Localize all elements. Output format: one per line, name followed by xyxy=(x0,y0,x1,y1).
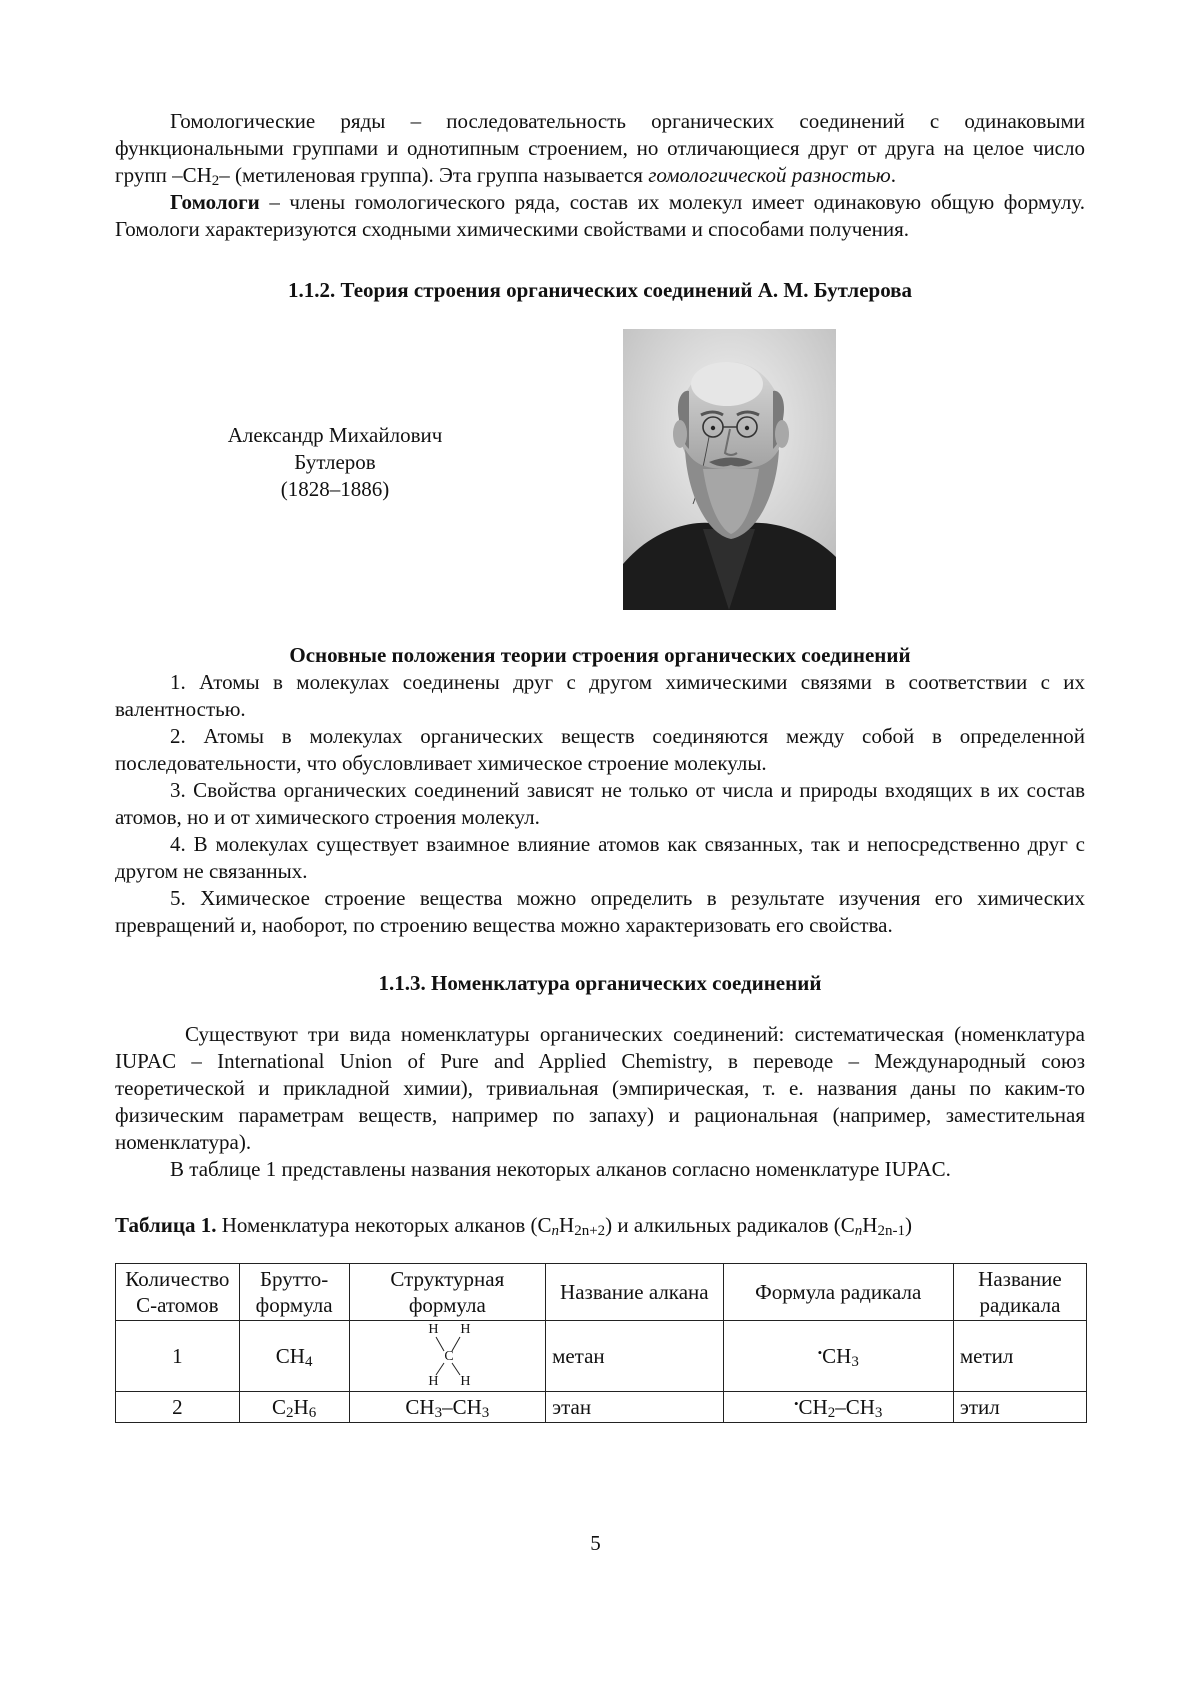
theory-heading: Основные положения теории строения органических соединений xyxy=(289,643,911,667)
header-brutto-formula: Брутто-формула xyxy=(239,1264,349,1321)
header-radical-formula: Формула радикала xyxy=(723,1264,953,1321)
biography-block xyxy=(115,329,1085,611)
atom-h: H xyxy=(460,1374,471,1389)
atom-h: H xyxy=(460,1322,471,1337)
cell-structure xyxy=(349,1321,546,1392)
table-row-methane xyxy=(116,1321,1087,1392)
page-content xyxy=(115,108,1085,1423)
cell-brutto: $CH_4$ xyxy=(239,1321,349,1392)
table-header-row xyxy=(116,1264,1087,1321)
intro-paragraph-1: Гомологические ряды – последовательность органических соединений с одинаковыми функциональными группами и однотипным строением, но отличающиеся друг от друга на целое число групп $-CH_2-$ (метиленовая группа). Эта группа называется гомологической разностью. xyxy=(115,109,1085,189)
cell-count: 1 xyxy=(116,1321,240,1392)
intro-paragraph-2: Гомологи – члены гомологического ряда, состав их молекул имеет одинаковую общую формулу. Гомологи характеризуются сходными химическими свойствами и способами получения. xyxy=(115,190,1085,241)
header-structural-formula: Структурная формула xyxy=(349,1264,546,1321)
bold-term: Гомологи xyxy=(170,190,260,214)
cell-radical-formula: $^•CH_2-CH_3$ xyxy=(723,1392,953,1423)
cell-alkane-name: этан xyxy=(546,1392,723,1423)
alkane-table xyxy=(115,1263,1087,1423)
header-alkane-name: Название алкана xyxy=(546,1264,723,1321)
theory-point-4: 4. В молекулах существует взаимное влияние атомов как связанных, так и непосредственно друг с другом не связанных. xyxy=(115,832,1085,883)
cell-radical-name: этил xyxy=(953,1392,1086,1423)
portrait-photo xyxy=(623,329,836,610)
theory-point-5: 5. Химическое строение вещества можно определить в результате изучения его химических превращений и, наоборот, по строению вещества можно характеризовать его свойства. xyxy=(115,886,1085,937)
atom-c: C xyxy=(444,1349,454,1364)
portrait-caption xyxy=(195,422,475,503)
theory-point-2: 2. Атомы в молекулах органических веществ соединяются между собой в определенной последовательности, что обусловливает химическое строение молекулы. xyxy=(115,724,1085,775)
atom-h: H xyxy=(428,1322,439,1337)
italic-term: гомологической разностью xyxy=(648,163,891,187)
cell-radical-name: метил xyxy=(953,1321,1086,1392)
section-heading-112: 1.1.2. Теория строения органических соединений А. М. Бутлерова xyxy=(287,278,913,302)
page-number: 5 xyxy=(590,1531,601,1555)
header-radical-name: Название радикала xyxy=(953,1264,1086,1321)
table-intro-paragraph: В таблице 1 представлены названия некоторых алканов согласно номенклатуре IUPAC. xyxy=(170,1157,951,1181)
cell-brutto: $C_2H_6$ xyxy=(239,1392,349,1423)
theory-point-1: 1. Атомы в молекулах соединены друг с другом химическими связями в соответствии с их валентностью. xyxy=(115,670,1085,721)
cell-radical-formula: $^•CH_3$ xyxy=(723,1321,953,1392)
caption-name: Александр Михайлович Бутлеров xyxy=(227,423,443,474)
table-caption-label: Таблица 1. xyxy=(115,1213,217,1237)
cell-alkane-name: метан xyxy=(546,1321,723,1392)
table-caption: Таблица 1. Номенклатура некоторых алканов $(C_nH_{2n+2})$ и алкильных радикалов $(C_nH_{2n-1})$ xyxy=(115,1213,912,1239)
cell-count: 2 xyxy=(116,1392,240,1423)
nomenclature-paragraph: Существуют три вида номенклатуры органических соединений: систематическая (номенклатура IUPAC – International Union of Pure and Applied Chemistry, в переводе – Международный союз теоретической и прикладной химии), тривиальная (эмпирическая, т. е. названия даны по каким-то физическим параметрам веществ, например по запаху) и рациональная (например, заместительная номенклатура). xyxy=(115,1022,1085,1154)
table-row-ethane xyxy=(116,1392,1087,1423)
atom-h: H xyxy=(428,1374,439,1389)
cell-structure: $CH_3-CH_3$ xyxy=(349,1392,546,1423)
caption-years: (1828–1886) xyxy=(280,477,390,501)
header-carbon-count: Количество С-атомов xyxy=(116,1264,240,1321)
butlerov-portrait xyxy=(623,329,836,610)
theory-point-3: 3. Свойства органических соединений зависят не только от числа и природы входящих в их состав атомов, но и от химического строения молекул. xyxy=(115,778,1085,829)
section-heading-113: 1.1.3. Номенклатура органических соединений xyxy=(378,971,822,995)
methane-structure-diagram xyxy=(402,1323,492,1389)
